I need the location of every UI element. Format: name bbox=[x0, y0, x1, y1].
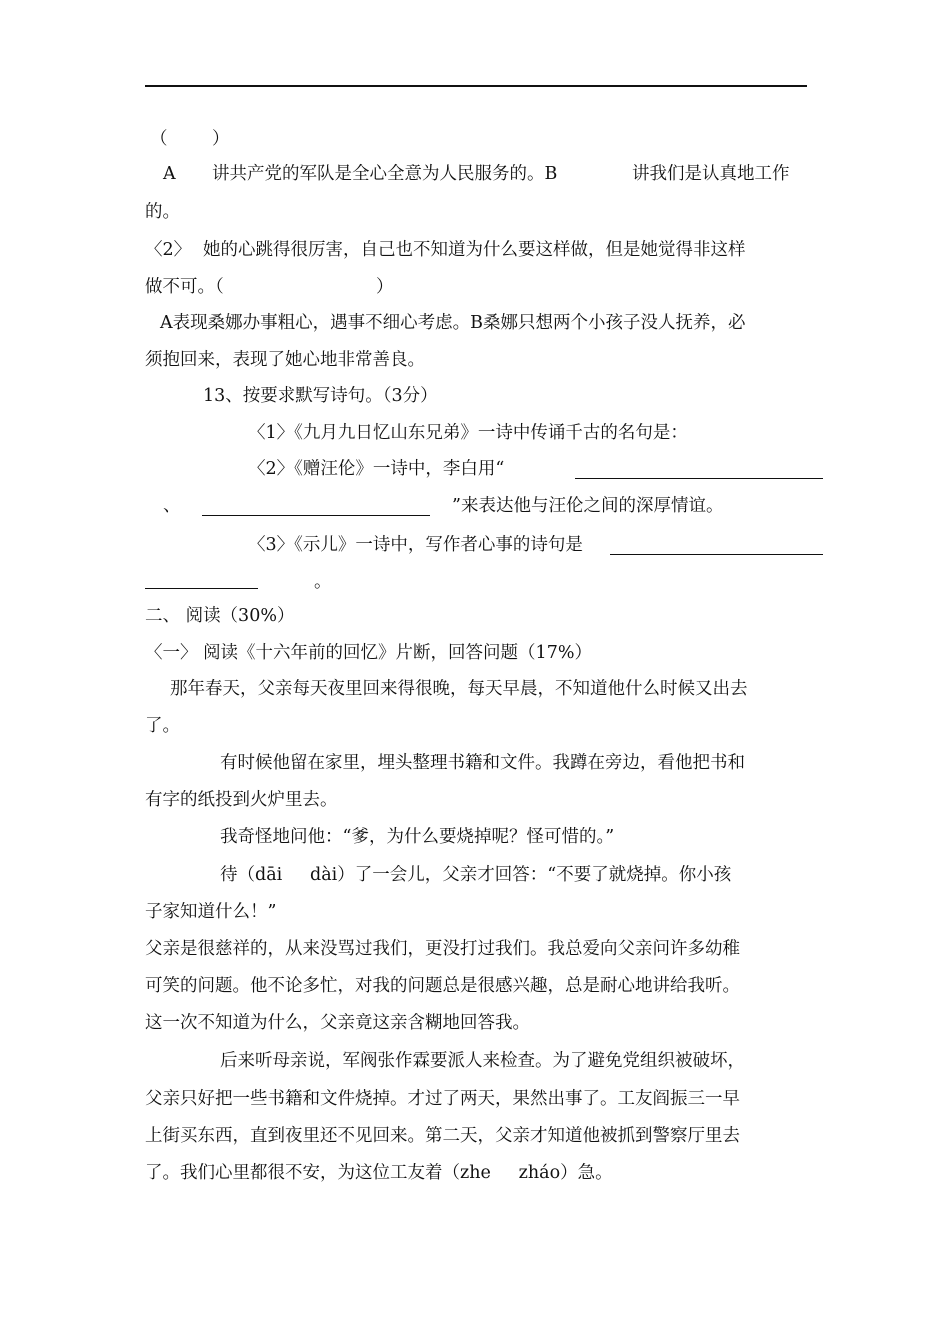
passage-p1-line2: 了。 bbox=[145, 716, 180, 736]
q12-2-text: 她的心跳得很厉害，自己也不知道为什么要这样做，但是她觉得非这样 bbox=[203, 240, 746, 260]
q12-2-options-line2: 须抱回来，表现了她心地非常善良。 bbox=[145, 350, 425, 370]
q12-2-number: 〈2〉 bbox=[145, 240, 192, 260]
q13-item2-blank-a[interactable] bbox=[575, 460, 823, 479]
passage-p6-line2: 父亲只好把一些书籍和文件烧掉。才过了两天，果然出事了。工友阎振三一早 bbox=[145, 1089, 740, 1109]
q13-item3-blank-a[interactable] bbox=[610, 536, 823, 555]
q13-item2: 〈2〉《赠汪伦》一诗中，李白用“ bbox=[248, 459, 505, 479]
q12-option-a-letter: A bbox=[163, 164, 176, 184]
q12-2-cont: 做不可。（ bbox=[145, 277, 224, 297]
q12-answer-paren: （ ） bbox=[150, 129, 230, 149]
passage-p5-line3: 这一次不知道为什么，父亲竟这亲含糊地回答我。 bbox=[145, 1013, 530, 1033]
passage-p2-line1: 有时候他留在家里，埋头整理书籍和文件。我蹲在旁边，看他把书和 bbox=[220, 753, 745, 773]
passage-p1-line1: 那年春天，父亲每天夜里回来得很晚，每天早晨，不知道他什么时候又出去 bbox=[170, 679, 748, 699]
passage-p6-line1: 后来听母亲说，军阀张作霖要派人来检查。为了避免党组织被破坏， bbox=[220, 1051, 745, 1071]
passage-p6-line3: 上街买东西，直到夜里还不见回来。第二天，父亲才知道他被抓到警察厅里去 bbox=[145, 1126, 740, 1146]
q13-item3: 〈3〉《示儿》一诗中，写作者心事的诗句是 bbox=[248, 535, 583, 555]
q13-item2-end: ”来表达他与汪伦之间的深厚情谊。 bbox=[452, 496, 724, 516]
q13-item2-separator: 、 bbox=[163, 496, 181, 516]
passage-p5-line2: 可笑的问题。他不论多忙，对我的问题总是很感兴趣，总是耐心地讲给我听。 bbox=[145, 976, 740, 996]
q12-option-b-text: 讲我们是认真地工作 bbox=[632, 164, 790, 184]
q13-item3-end: 。 bbox=[314, 572, 332, 592]
passage-p6-line4: 了。我们心里都很不安，为这位工友着（zhe zháo）急。 bbox=[145, 1163, 613, 1183]
q13-item3-blank-b[interactable] bbox=[145, 570, 258, 589]
q13-title: 13、按要求默写诗句。（3分） bbox=[203, 386, 438, 406]
q12-option-cont: 的。 bbox=[145, 202, 180, 222]
passage-p4-line2: 子家知道什么！” bbox=[145, 902, 277, 922]
section-heading-reading: 二、 阅读（30%） bbox=[145, 606, 295, 626]
passage-p2-line2: 有字的纸投到火炉里去。 bbox=[145, 790, 338, 810]
q12-option-a-text: 讲共产党的军队是全心全意为人民服务的。B bbox=[212, 164, 558, 184]
passage-p5-line1: 父亲是很慈祥的，从来没骂过我们，更没打过我们。我总爱向父亲问许多幼稚 bbox=[145, 939, 740, 959]
header-rule bbox=[145, 85, 807, 87]
reading-part1-heading: 〈一〉 阅读《十六年前的回忆》片断，回答问题（17%） bbox=[145, 643, 592, 663]
passage-p3: 我奇怪地问他：“爹，为什么要烧掉呢？怪可惜的。” bbox=[220, 827, 615, 847]
q12-2-options-line1: A表现桑娜办事粗心，遇事不细心考虑。B桑娜只想两个小孩子没人抚养，必 bbox=[160, 313, 746, 333]
q13-item1: 〈1〉《九月九日忆山东兄弟》一诗中传诵千古的名句是： bbox=[248, 423, 688, 443]
q12-2-close-paren: ） bbox=[376, 277, 394, 297]
q13-item2-blank-b[interactable] bbox=[202, 497, 430, 516]
passage-p4-line1: 待（dāi dài）了一会儿，父亲才回答：“不要了就烧掉。你小孩 bbox=[220, 865, 732, 885]
